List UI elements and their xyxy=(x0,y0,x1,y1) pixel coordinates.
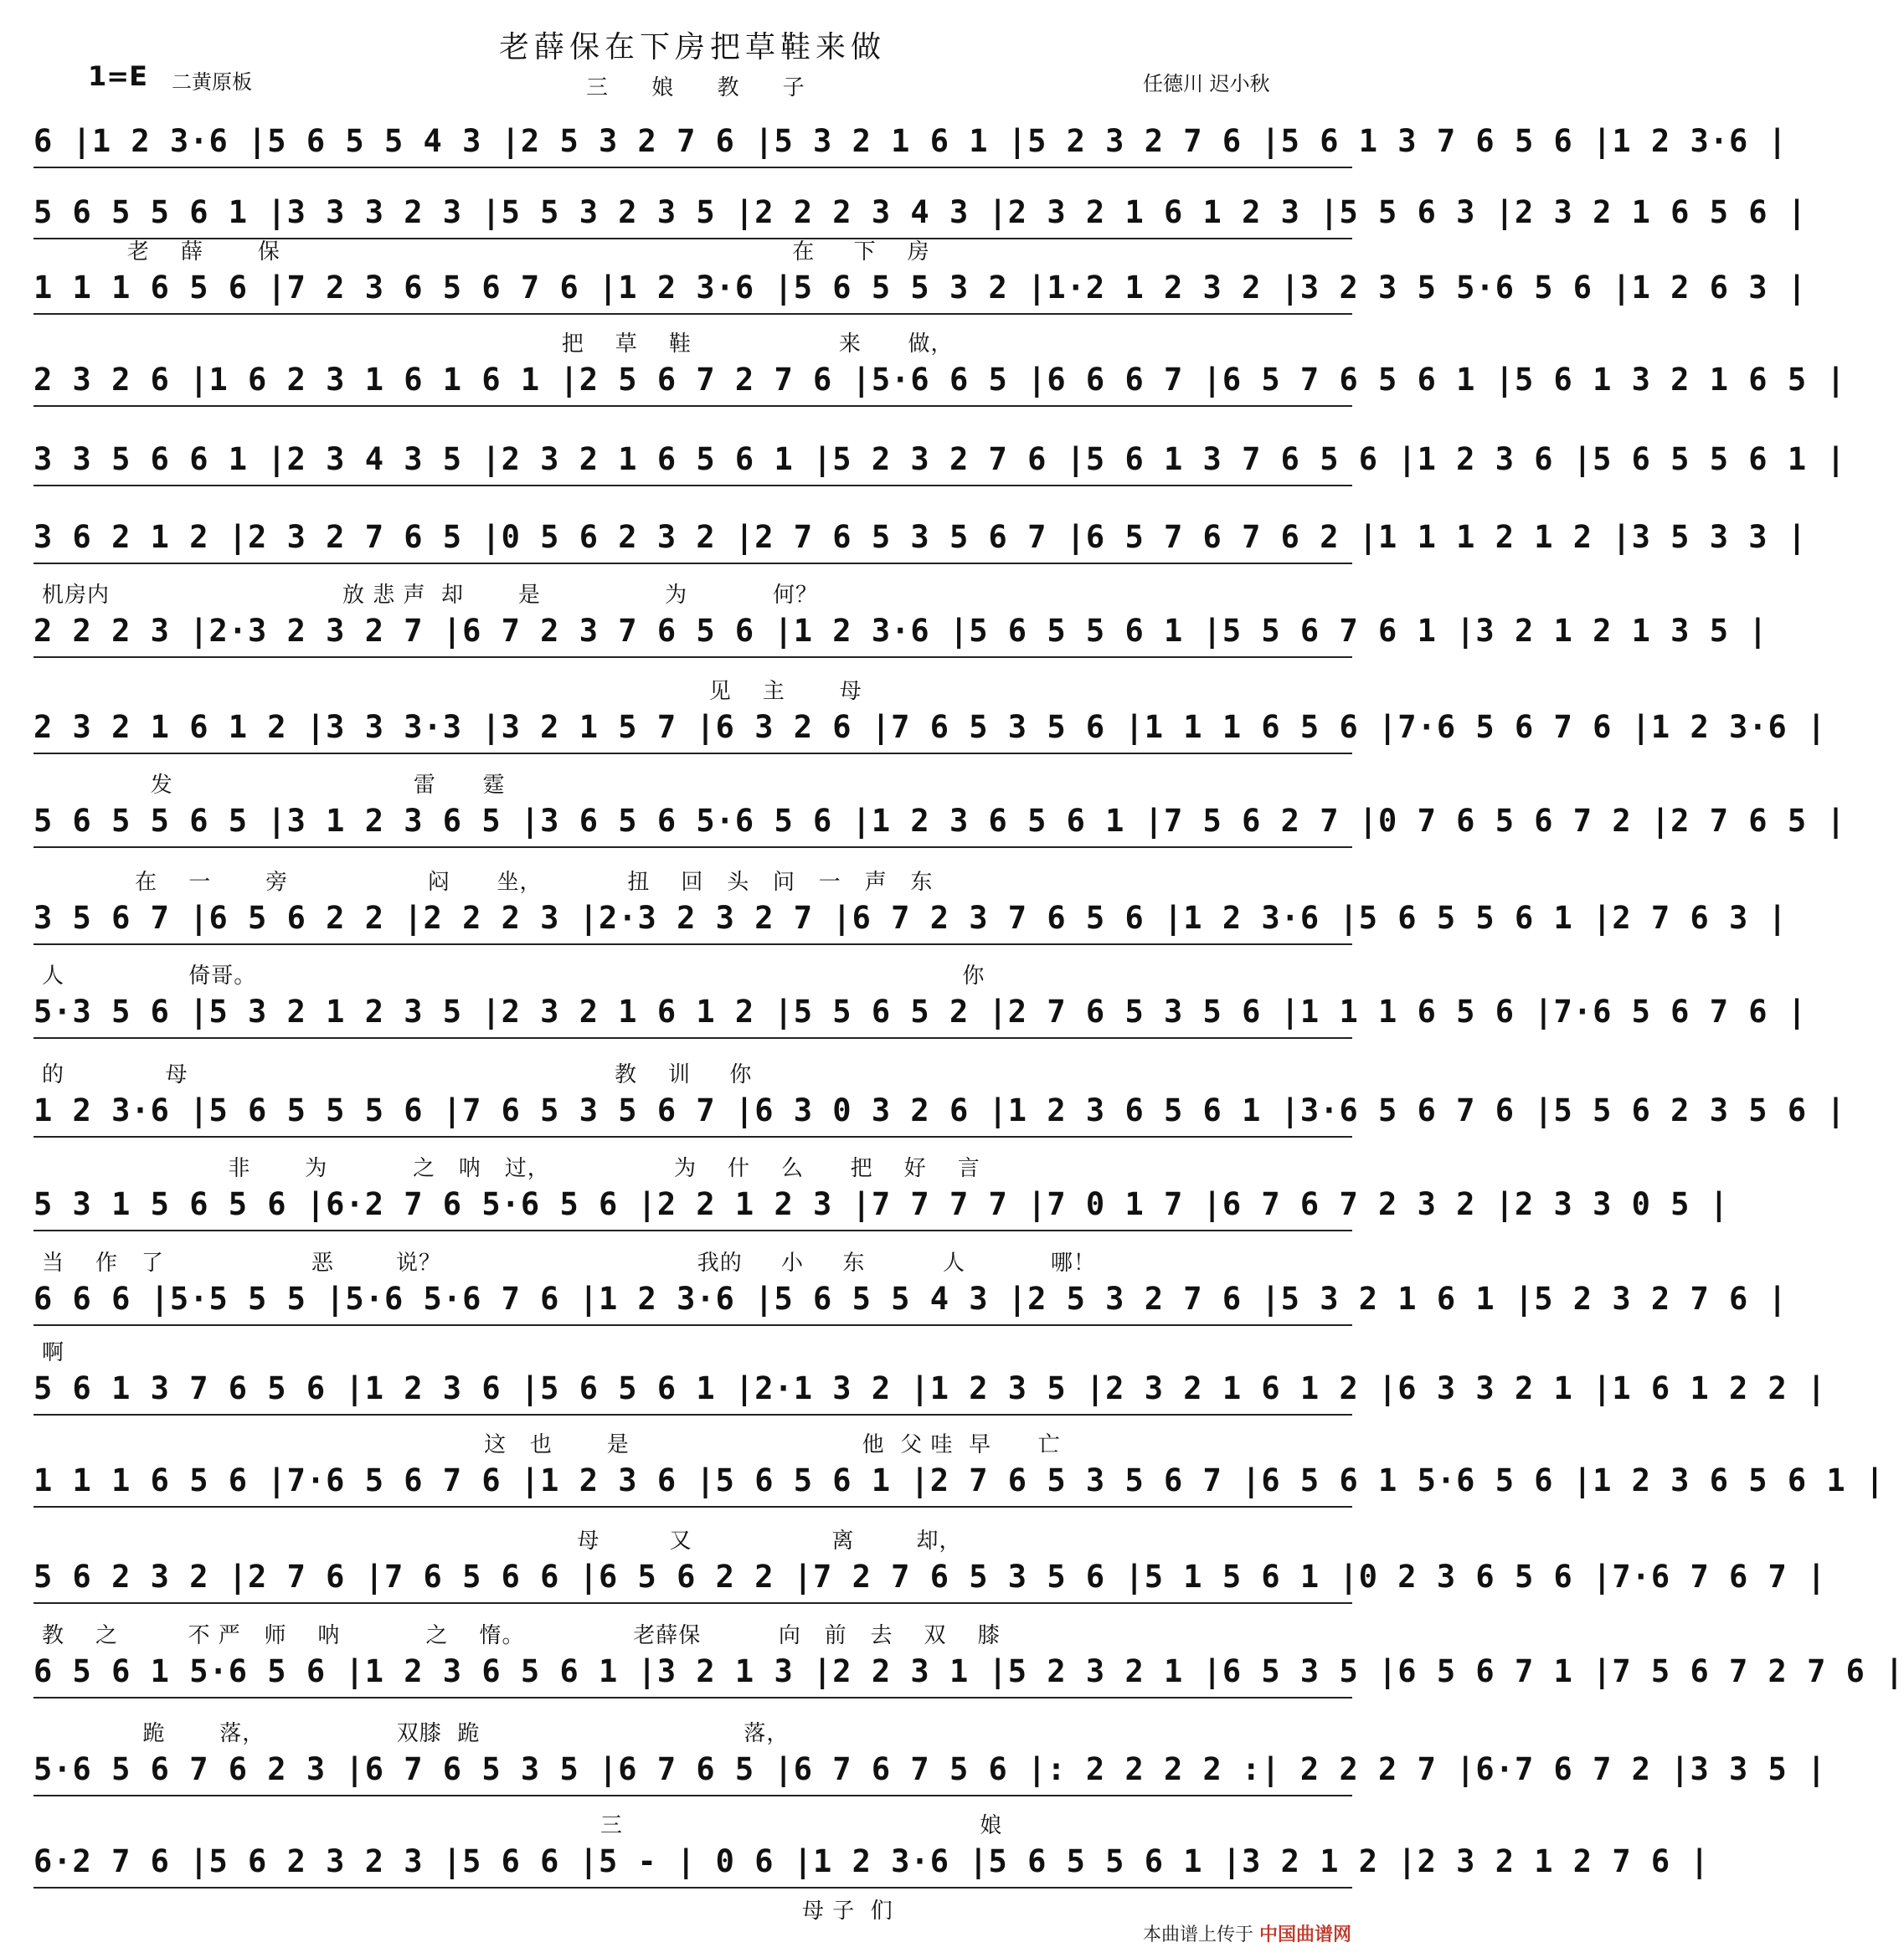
lyric-line: 教 之 不 严 师 呐 之 惰。 老薛保 向 前 去 双 膝 xyxy=(42,1623,1001,1648)
lyric-line: 啊 xyxy=(42,1340,65,1365)
notation-line: 1 1 1 6 5 6 |7·6 5 6 7 6 |1 2 3 6 |5 6 5 6 1 |2 7 6 5 3 5 6 7 |6 5 6 1 5·6 5 6 |1 2 3 6 5 6 1 | xyxy=(33,1459,1352,1508)
notation-line: 2 3 2 6 |1 6 2 3 1 6 1 6 1 |2 5 6 7 2 7 6 |5·6 6 5 |6 6 6 7 |6 5 7 6 5 6 1 |5 6 1 3 2 1 6 5 | xyxy=(33,358,1352,407)
score-line xyxy=(33,958,1808,1051)
lyric-line: 母 又 离 却， xyxy=(42,1529,962,1554)
score-line xyxy=(33,1246,1788,1338)
notation-line: 6 6 6 |5·5 5 5 |5·6 5·6 7 6 |1 2 3·6 |5 6 5 5 4 3 |2 5 3 2 7 6 |5 3 2 1 6 1 |5 2 3 2 7 6 | xyxy=(33,1277,1352,1326)
lyric-line: 母 子 们 xyxy=(42,1899,893,1924)
song-title: 老薛保在下房把草鞋来做 xyxy=(498,30,886,64)
lyric-line xyxy=(42,159,1352,188)
notation-line: 1 1 1 6 5 6 |7 2 3 6 5 6 7 6 |1 2 3·6 |5 6 5 5 3 2 |1·2 1 2 3 2 |3 2 3 5 5·6 5 6 |1 2 6 3 | xyxy=(33,266,1352,315)
score-line xyxy=(33,484,1808,576)
lyric-line: 的 母 教 训 你 xyxy=(42,1062,753,1087)
lyric-line: 三 娘 xyxy=(42,1813,1003,1838)
lyric-line: 把 草 鞋 来 做， xyxy=(42,331,954,357)
notation-line: 5 6 5 5 6 1 |3 3 3 2 3 |5 5 3 2 3 5 |2 2 2 3 4 3 |2 3 2 1 6 1 2 3 |5 5 6 3 |2 3 2 1 6 5 6 | xyxy=(33,191,1352,239)
lyric-line xyxy=(42,484,1352,512)
score-line xyxy=(33,1151,1730,1243)
notation-line: 5·3 5 6 |5 3 2 1 2 3 5 |2 3 2 1 6 1 2 |5 5 6 5 2 |2 7 6 5 3 5 6 |1 1 1 6 5 6 |7·6 5 6 7 6 | xyxy=(33,990,1352,1039)
notation-line: 3 3 5 6 6 1 |2 3 4 3 5 |2 3 2 1 6 5 6 1 |5 2 3 2 7 6 |5 6 1 3 7 6 5 6 |1 2 3 6 |5 6 5 5 6 1 | xyxy=(33,438,1352,486)
upload-credit xyxy=(1143,1920,1351,1946)
lyric-line: 非 为 之 呐 过， 为 什 么 把 好 言 xyxy=(42,1156,980,1181)
score-line xyxy=(33,1427,1886,1519)
score-line xyxy=(33,1808,1710,1900)
notation-line: 5 6 2 3 2 |2 7 6 |7 6 5 6 6 |6 5 6 2 2 |7 2 7 6 5 3 5 6 |5 1 5 6 1 |0 2 3 6 5 6 |7·6 7 6 7 | xyxy=(33,1555,1352,1604)
notation-line: 3 6 2 1 2 |2 3 2 7 6 5 |0 5 6 2 3 2 |2 7 6 5 3 5 6 7 |6 5 7 6 7 6 2 |1 1 1 2 1 2 |3 5 3 3 | xyxy=(33,516,1352,564)
tempo-marking: 二黄原板 xyxy=(172,70,252,94)
notation-line: 5 3 1 5 6 5 6 |6·2 7 6 5·6 5 6 |2 2 1 2 3 |7 7 7 7 |7 0 1 7 |6 7 6 7 2 3 2 |2 3 3 0 5 | xyxy=(33,1183,1352,1231)
score-line xyxy=(33,326,1846,419)
lyric-line xyxy=(42,88,1352,116)
lyric-line: 见 主 母 xyxy=(42,679,862,704)
notation-line: 5·6 5 6 7 6 2 3 |6 7 6 5 3 5 |6 7 6 5 |6 7 6 7 5 6 |: 2 2 2 2 :| 2 2 2 7 |6·7 6 7 2 |3 3 5 | xyxy=(33,1748,1352,1796)
notation-line: 6·2 7 6 |5 6 2 3 2 3 |5 6 6 |5 - | 0 6 |1 2 3·6 |5 6 5 5 6 1 |3 2 1 2 |2 3 2 1 2 7 6 | xyxy=(33,1840,1352,1889)
score-line xyxy=(33,1057,1846,1149)
lyric-line: 跪 落， 双膝 跪 落， xyxy=(42,1721,790,1746)
notation-line: 2 2 2 3 |2·3 2 3 2 7 |6 7 2 3 7 6 5 6 |1 2 3·6 |5 6 5 5 6 1 |5 5 6 7 6 1 |3 2 1 2 1 3 5 | xyxy=(33,609,1352,658)
lyric-line: 人 倚哥。 你 xyxy=(42,964,985,989)
notation-line: 6 |1 2 3·6 |5 6 5 5 4 3 |2 5 3 2 7 6 |5 3 2 1 6 1 |5 2 3 2 7 6 |5 6 1 3 7 6 5 6 |1 2 3·6 | xyxy=(33,120,1352,168)
lyric-line: 机房内 放 悲 声 却 是 为 何？ xyxy=(42,583,818,608)
score-line xyxy=(33,1716,1827,1808)
score-line xyxy=(33,1524,1827,1616)
lyric-line: 在 一 旁 闷 坐， 扭 回 头 问 一 声 东 xyxy=(42,870,934,895)
lyric-line: 老 薛 保 在 下 房 xyxy=(42,239,930,265)
notation-line: 6 5 6 1 5·6 5 6 |1 2 3 6 5 6 1 |3 2 1 3 |2 2 3 1 |5 2 3 2 1 |6 5 3 5 |6 5 6 7 1 |7 5 6 7 2 7 6 | xyxy=(33,1650,1352,1698)
score-line xyxy=(33,768,1846,860)
score-line xyxy=(33,674,1827,766)
lyric-line: 这 也 是 他 父 哇 早 亡 xyxy=(42,1432,1061,1457)
opera-subtitle: 三 娘 教 子 xyxy=(586,75,823,100)
score-line xyxy=(33,234,1808,326)
notation-line: 5 6 5 5 6 5 |3 1 2 3 6 5 |3 6 5 6 5·6 5 6 |1 2 3 6 5 6 1 |7 5 6 2 7 |0 7 6 5 6 7 2 |2 7 6 5 | xyxy=(33,799,1352,848)
notation-line: 5 6 1 3 7 6 5 6 |1 2 3 6 |5 6 5 6 1 |2·1 3 2 |1 2 3 5 |2 3 2 1 6 1 2 |6 3 3 2 1 |1 6 1 2 2 | xyxy=(33,1367,1352,1416)
score-line xyxy=(33,865,1788,957)
notation-line: 2 3 2 1 6 1 2 |3 3 3·3 |3 2 1 5 7 |6 3 2 6 |7 6 5 3 5 6 |1 1 1 6 5 6 |7·6 5 6 7 6 |1 2 3·6 | xyxy=(33,706,1352,754)
notation-line: 3 5 6 7 |6 5 6 2 2 |2 2 2 3 |2·3 2 3 2 7 |6 7 2 3 7 6 5 6 |1 2 3·6 |5 6 5 5 6 1 |2 7 6 3 | xyxy=(33,897,1352,945)
performers: 任德川 迟小秋 xyxy=(1143,72,1270,95)
site-name: 中国曲谱网 xyxy=(1258,1925,1351,1945)
score-line xyxy=(33,1335,1827,1427)
score-line xyxy=(33,1618,1904,1710)
notation-line: 1 2 3·6 |5 6 5 5 5 6 |7 6 5 3 5 6 7 |6 3 0 3 2 6 |1 2 3 6 5 6 1 |3·6 5 6 7 6 |5 5 6 2 3 5 6 | xyxy=(33,1089,1352,1138)
upload-credit-prefix: 本曲谱上传于 xyxy=(1142,1925,1253,1945)
lyric-line: 当 作 了 恶 说？ 我的 小 东 人 哪！ xyxy=(42,1251,1096,1276)
key-signature: 1=E xyxy=(88,60,147,92)
lyric-line: 发 雷 霆 xyxy=(42,773,506,798)
score-line xyxy=(33,578,1768,670)
lyric-line xyxy=(42,406,1352,434)
